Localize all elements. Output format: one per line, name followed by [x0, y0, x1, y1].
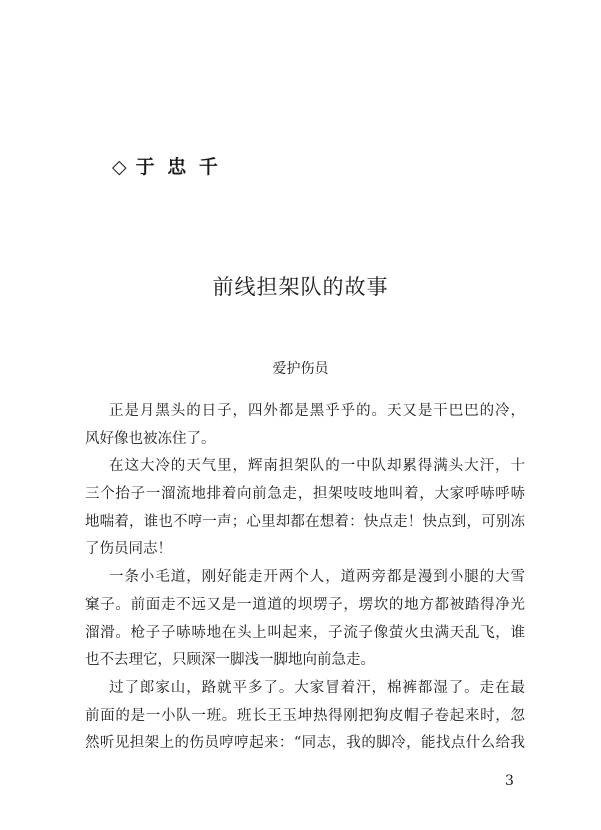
text-line: 在这大冷的天气里，辉南担架队的一中队却累得满头大汗，十 — [109, 458, 525, 475]
author-name: 于 忠 千 — [135, 156, 221, 178]
text-line: 也不去理它，只顾深一脚浅一脚地向前急走。 — [85, 652, 375, 669]
chapter-title: 前线担架队的故事 — [212, 275, 389, 299]
text-line: 然听见担架上的伤员哼哼起来：“同志，我的脚冷，能找点什么给我 — [85, 735, 525, 752]
text-line: 一条小毛道，刚好能走开两个人，道两旁都是漫到小腿的大雪 — [109, 569, 525, 586]
text-line: 前面的是一小队一班。班长王玉坤热得刚把狗皮帽子卷起来时，忽 — [85, 707, 525, 724]
text-line: 三个抬子一溜流地排着向前急走，担架吱吱地叫着，大家呼哧呼哧 — [85, 486, 525, 503]
text-line: 风好像也被冻住了。 — [85, 430, 216, 447]
author-byline — [112, 152, 221, 179]
diamond-marker-icon: ◇ — [112, 156, 130, 178]
text-line: 了伤员同志！ — [85, 541, 172, 558]
text-line: 地喘着，谁也不哼一声；心里却都在想着：快点走！快点到，可别冻 — [85, 513, 525, 530]
text-line: 溜滑。枪子子哧哧地在头上叫起来，子流子像萤火虫满天乱飞，谁 — [85, 624, 525, 641]
text-line: 窠子。前面走不远又是一道道的坝塄子，塄坎的地方都被踏得净光 — [85, 596, 525, 613]
body-text — [85, 398, 525, 758]
section-subtitle: 爱护伤员 — [272, 361, 329, 377]
page-number: 3 — [505, 773, 514, 789]
text-line: 过了郎家山，路就平多了。大家冒着汗，棉裤都湿了。走在最 — [109, 679, 525, 696]
text-line: 正是月黑头的日子，四外都是黑乎乎的。天又是干巴巴的冷， — [109, 403, 525, 419]
